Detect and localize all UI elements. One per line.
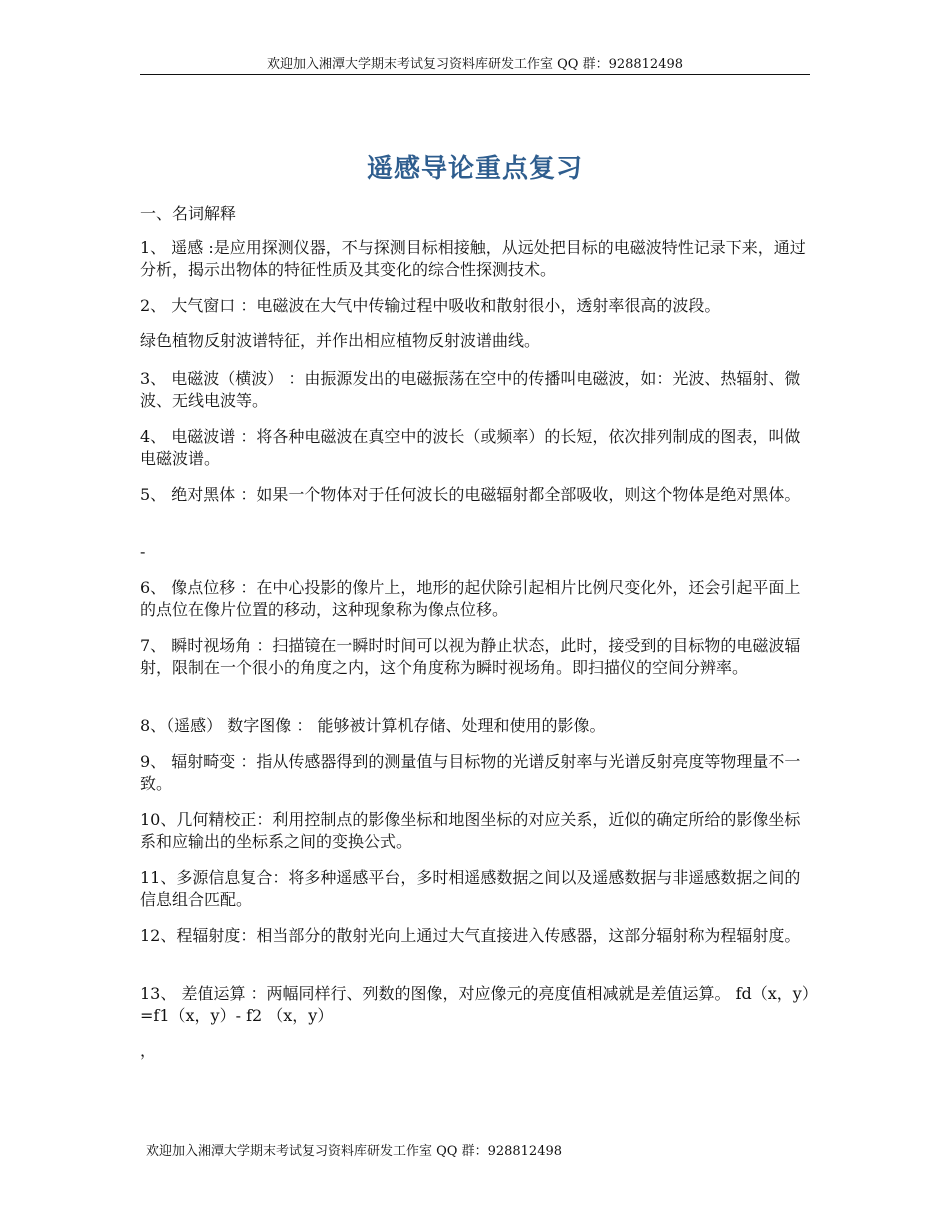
text-note: 绿色植物反射波谱特征，并作出相应植物反射波谱曲线。	[140, 331, 541, 350]
header-divider	[140, 74, 810, 75]
term-entry-11: 11、多源信息复合：将多种遥感平台，多时相遥感数据之间以及遥感数据与非遥感数据之间的信息组合匹配。	[140, 868, 801, 909]
stray-dash: -	[140, 542, 146, 561]
term-entry-10: 10、几何精校正：利用控制点的影像坐标和地图坐标的对应关系，近似的确定所给的影像坐标系和应输出的坐标系之间的变换公式。	[140, 810, 801, 851]
term-entry-1: 1、 遥感 :是应用探测仪器，不与探测目标相接触，从远处把目标的电磁波特性记录下来，通过分析，揭示出物体的特征性质及其变化的综合性探测技术。	[140, 238, 806, 279]
stray-comma: ，	[140, 1041, 157, 1060]
page-header: 欢迎加入湘潭大学期末考试复习资料库研发工作室 QQ 群：928812498	[266, 57, 684, 72]
term-entry-9: 9、 辐射畸变 ：指从传感器得到的测量值与目标物的光谱反射率与光谱反射亮度等物理量不一致。	[140, 752, 801, 793]
term-entry-5: 5、 绝对黑体 ：如果一个物体对于任何波长的电磁辐射都全部吸收，则这个物体是绝对黑体。	[140, 485, 801, 504]
page-footer: 欢迎加入湘潭大学期末考试复习资料库研发工作室 QQ 群：928812498	[146, 1144, 563, 1159]
term-entry-4: 4、 电磁波谱 ：将各种电磁波在真空中的波长（或频率）的长短，依次排列制成的图表，叫做电磁波谱。	[140, 427, 801, 468]
term-entry-6: 6、 像点位移 ：在中心投影的像片上，地形的起伏除引起相片比例尺变化外，还会引起平面上的点位在像片位置的移动，这种现象称为像点位移。	[140, 578, 801, 619]
term-entry-13: 13、 差值运算 ：两幅同样行、列数的图像，对应像元的亮度值相减就是差值运算。 fd（x，y）=f1（x，y）- f2 （x，y）	[140, 984, 810, 1025]
term-entry-12: 12、程辐射度：相当部分的散射光向上通过大气直接进入传感器，这部分辐射称为程辐射度。	[140, 926, 801, 945]
document-title: 遥感导论重点复习	[366, 154, 583, 184]
term-entry-2: 2、 大气窗口 ：电磁波在大气中传输过程中吸收和散射很小，透射率很高的波段。	[140, 296, 721, 315]
term-entry-8: 8、（遥感） 数字图像 ： 能够被计算机存储、处理和使用的影像。	[140, 716, 606, 735]
term-entry-3: 3、 电磁波（横波） ：由振源发出的电磁振荡在空中的传播叫电磁波，如：光波、热辐射、微波、无线电波等。	[140, 369, 801, 410]
section-heading: 一、名词解释	[140, 204, 237, 223]
term-entry-7: 7、 瞬时视场角 ：扫描镜在一瞬时时间可以视为静止状态，此时，接受到的目标物的电磁波辐射，限制在一个很小的角度之内，这个角度称为瞬时视场角。即扫描仪的空间分辨率。	[140, 636, 801, 677]
